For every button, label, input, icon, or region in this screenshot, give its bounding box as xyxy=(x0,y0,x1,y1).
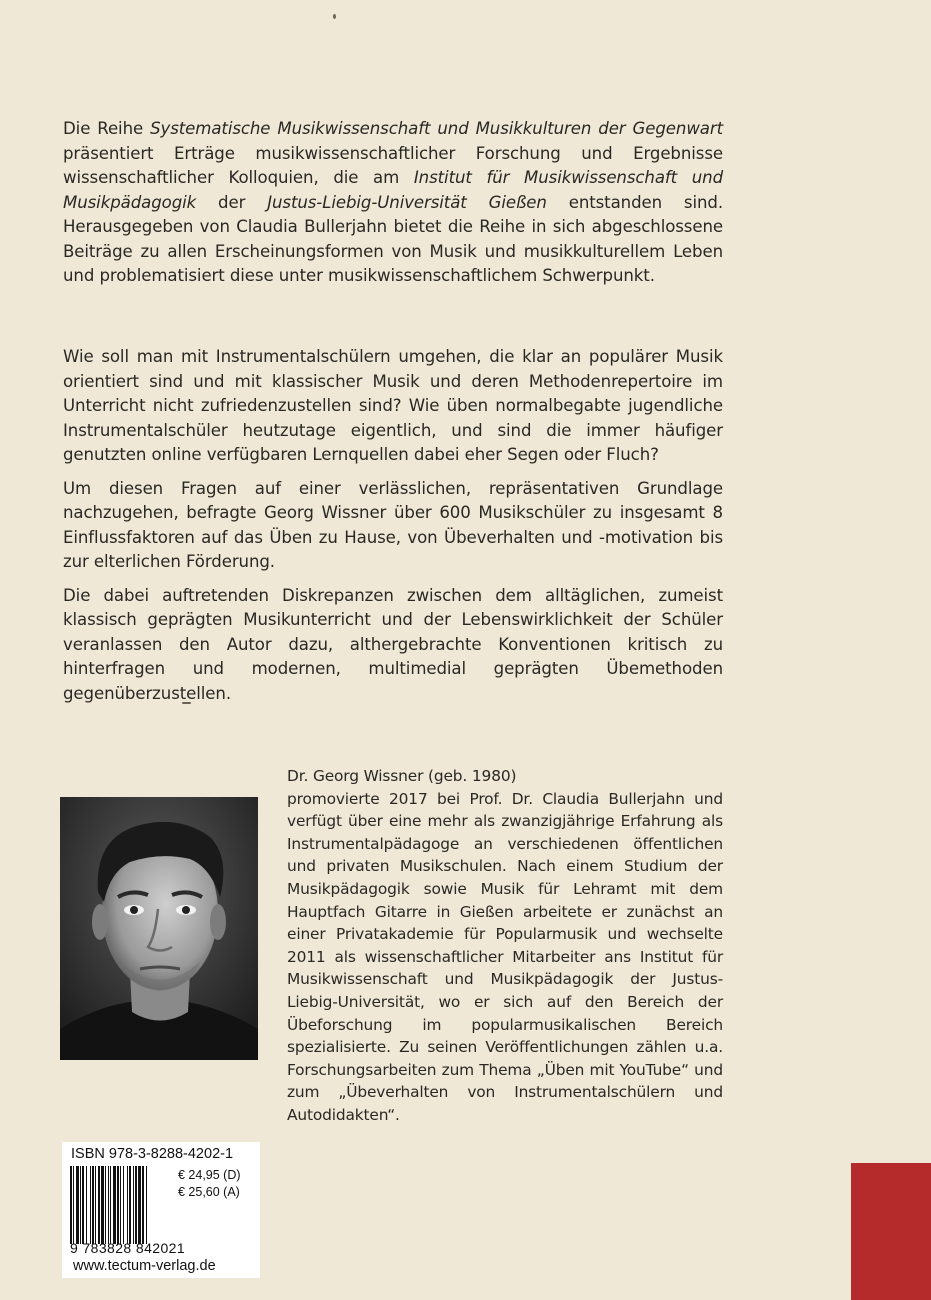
series-text: präsentiert Erträge musikwissenschaftlicher Forschung und Ergebnisse wissenschaftlicher Kolloquien, die am xyxy=(63,143,723,187)
university-name: Justus-Liebig-Universität Gießen xyxy=(267,192,547,212)
blurb-paragraph: Um diesen Fragen auf einer verlässlichen, repräsentativen Grundlage nachzugehen, befragte Georg Wissner über 600 Musikschüler zu insgesamt 8 Einflussfaktoren auf das Üben zu Hause, von Übeverhalten und -motivation bis zur elterlichen Förderung. xyxy=(63,478,723,571)
series-text: Die Reihe xyxy=(63,119,151,138)
spine-accent-band xyxy=(851,1163,931,1300)
series-title: Systematische Musikwissenschaft und Musikkulturen der Gegenwart xyxy=(150,119,723,138)
barcode-digits: 9 783828 842021 xyxy=(70,1240,185,1256)
series-text: entstanden sind. Herausgegeben von Claudia Bullerjahn bietet die Reihe in sich abgeschlossene Beiträge zu allen Erscheinungsformen von Musik und musikkulturellem Leben und problematisiert diese unter musikwissenschaftlichem Schwerpunkt. xyxy=(63,192,723,285)
price-germany: € 24,95 (D) xyxy=(178,1168,241,1182)
publisher-website: www.tectum-verlag.de xyxy=(73,1258,216,1274)
book-blurb xyxy=(63,345,723,715)
isbn-number: ISBN 978-3-8288-4202-1 xyxy=(71,1146,234,1162)
author-bio xyxy=(287,765,723,1127)
institute-name: Institut für Musikwissenschaft und Musikpädagogik xyxy=(63,168,724,212)
author-portrait-image xyxy=(60,797,258,1060)
blurb-paragraph: Die dabei auftretenden Diskrepanzen zwischen dem alltäglichen, zumeist klassisch geprägten Musikunterricht und der Lebenswirklichkeit der Schüler veranlassen den Autor dazu, althergebrachte Konventionen kritisch zu hinterfragen und modernen, multimedial geprägten Übemethoden gegenüberzustellen. xyxy=(63,585,723,703)
series-paragraph xyxy=(63,117,723,289)
author-bio-text: promovierte 2017 bei Prof. Dr. Claudia Bullerjahn und verfügt über eine mehr als zwanzigjährige Erfahrung als Instrumentalpädagoge an verschiedenen öffentlichen und privaten Musikschulen. Nach einem Studium der Musikpädagogik sowie Musik für Lehramt mit dem Hauptfach Gitarre in Gießen arbeitete er zunächst an einer Privatakademie für Popularmusik und wechselte 2011 als wissenschaftlicher Mitarbeiter ans Institut für Musikwissenschaft und Musikpädagogik der Justus-Liebig-Universität, wo er sich auf den Bereich der Übeforschung im popularmusikalischen Bereich spezialisierte. Zu seinen Veröffentlichungen zählen u.a. Forschungsarbeiten zum Thema „Üben mit YouTube“ und zum „Übeverhalten von Instrumentalschülern und Autodidakten“. xyxy=(287,789,723,1124)
blurb-paragraph: Wie soll man mit Instrumentalschülern umgehen, die klar an populärer Musik orientiert sind und mit klassischer Musik und deren Methodenrepertoire im Unterricht nicht zufriedenzustellen sind? Wie üben normalbegabte jugendliche Instrumentalschüler heutzutage eigentlich, und sind die immer häufiger genutzten online verfügbaren Lernquellen dabei eher Segen oder Fluch? xyxy=(63,347,723,464)
author-name-line: Dr. Georg Wissner (geb. 1980) xyxy=(287,767,517,785)
isbn-barcode-label xyxy=(62,1142,260,1278)
author-photo xyxy=(60,797,258,1060)
series-text: der xyxy=(196,192,268,212)
price-austria: € 25,60 (A) xyxy=(178,1185,240,1199)
barcode-icon xyxy=(70,1166,172,1244)
series-description xyxy=(63,117,723,298)
print-speck xyxy=(333,14,336,19)
